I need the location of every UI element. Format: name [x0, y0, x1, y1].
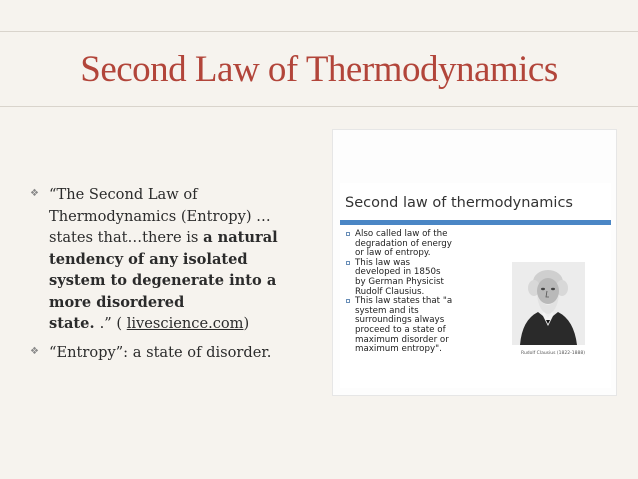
embedded-list-item — [346, 230, 496, 259]
bullet-item — [30, 184, 320, 335]
bullet-line — [49, 342, 320, 364]
text-segment: state. — [49, 315, 100, 332]
text-segment: a natural — [203, 229, 278, 246]
embedded-list-line: developed in 1850s — [355, 267, 441, 278]
bullet-list — [30, 184, 320, 363]
embedded-list-line: maximum entropy". — [355, 344, 442, 355]
text-segment: tendency of any isolated — [49, 250, 248, 268]
embedded-list-line: surroundings always — [355, 315, 445, 326]
embedded-list-line: Also called law of the — [355, 229, 448, 239]
square-bullet-icon — [346, 299, 350, 303]
square-bullet-icon — [346, 261, 350, 265]
bullet-text — [49, 184, 320, 335]
portrait-caption: Rudolf Clausius (1822-1888) — [521, 351, 585, 356]
text-segment: “The Second Law of — [49, 186, 198, 203]
slide-title: Second Law of Thermodynamics — [80, 49, 558, 90]
embedded-list-line: by German Physicist — [355, 276, 444, 287]
embedded-slide-image — [332, 129, 617, 396]
embedded-list-item — [346, 259, 496, 297]
clausius-portrait — [512, 262, 585, 345]
embedded-slide-title: Second law of thermodynamics — [345, 195, 573, 211]
embedded-list-line: Rudolf Clausius. — [355, 286, 425, 297]
bullet-line — [49, 313, 320, 335]
bullet-item — [30, 342, 320, 364]
diamond-bullet-icon: ❖ — [30, 345, 39, 357]
embedded-list-item — [346, 297, 496, 355]
embedded-slide-list — [346, 230, 496, 355]
bullet-line — [49, 184, 320, 206]
bullet-line — [49, 292, 320, 314]
embedded-list-line: maximum disorder or — [355, 334, 449, 345]
bullet-line — [49, 206, 320, 228]
source-link[interactable]: livescience.com — [126, 315, 244, 332]
diamond-bullet-icon: ❖ — [30, 188, 39, 199]
bullet-line — [49, 270, 320, 292]
text-segment: ) — [243, 315, 250, 332]
top-divider — [0, 31, 638, 32]
title-divider — [0, 106, 638, 107]
text-segment: Thermodynamics (Entropy) … — [49, 207, 271, 225]
embedded-list-line: degradation of energy — [355, 238, 452, 249]
text-segment: more disordered — [49, 293, 185, 311]
text-segment: “Entropy”: a state of disorder. — [49, 343, 272, 361]
embedded-list-line: This law states that "a — [355, 296, 453, 307]
embedded-slide-content — [340, 183, 611, 388]
embedded-list-line: or law of entropy. — [355, 248, 431, 259]
bullet-text — [49, 342, 320, 364]
embedded-list-line: system and its — [355, 305, 419, 316]
embedded-list-line: This law was — [355, 257, 411, 268]
text-segment: states that…there is — [49, 229, 204, 246]
embedded-slide-accent-bar — [340, 220, 611, 225]
text-segment: .” ( — [99, 315, 127, 332]
square-bullet-icon — [346, 232, 350, 236]
embedded-list-line: proceed to a state of — [355, 324, 446, 335]
bullet-line — [49, 227, 320, 249]
bullet-line — [49, 249, 320, 271]
text-segment: system to degenerate into a — [49, 272, 277, 289]
